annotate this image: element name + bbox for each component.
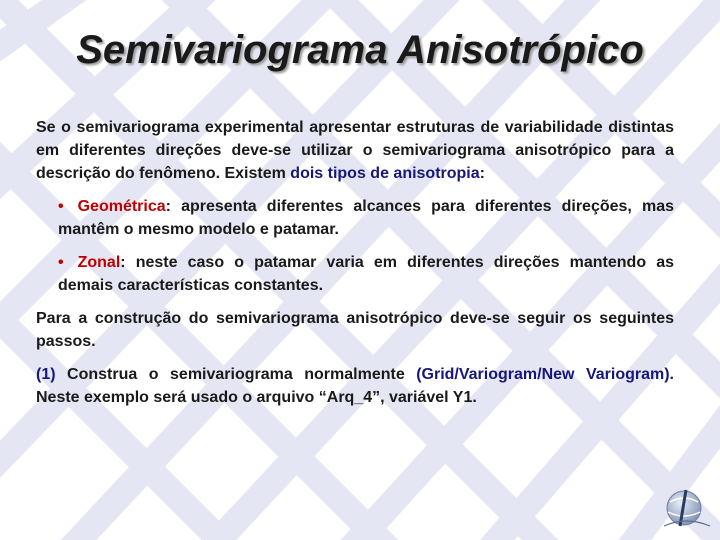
- bullet-text-zonal: : neste caso o patamar varia em diferentes direções mantendo as demais características constantes.: [58, 254, 674, 294]
- bullet-zonal: [58, 251, 674, 297]
- globe-logo-icon: [660, 486, 712, 532]
- bullet-term-geometric: Geométrica: [77, 198, 166, 215]
- bullet-term-zonal: Zonal: [77, 254, 121, 271]
- bullet-marker: •: [58, 198, 64, 215]
- step-1-text-b: Neste exemplo será usado o arquivo “Arq_4”, variável Y1.: [36, 389, 477, 406]
- intro-paragraph: [36, 116, 674, 185]
- intro-end: :: [479, 165, 485, 182]
- bullet-text-geometric: : apresenta diferentes alcances para diferentes direções, mas mantêm o mesmo modelo e patamar.: [58, 198, 674, 238]
- step-1-text-a: Construa o semivariograma normalmente: [55, 366, 417, 383]
- intro-text: Se o semivariograma experimental apresentar estruturas de variabilidade distintas em diferentes direções deve-se utilizar o semivariograma anisotrópico para a descrição do fenômeno. Existem: [36, 119, 674, 182]
- slide-title: Semivariograma Anisotrópico: [76, 28, 644, 72]
- anisotropy-types-highlight: dois tipos de anisotropia: [290, 165, 480, 182]
- bullet-marker: •: [58, 254, 64, 271]
- bullet-geometric: [58, 195, 674, 241]
- step-1-paragraph: [36, 363, 674, 409]
- step-1-menu-path: (Grid/Variogram/New Variogram).: [416, 366, 674, 383]
- step-1-number: (1): [36, 366, 56, 383]
- steps-intro-paragraph: Para a construção do semivariograma anisotrópico deve-se seguir os seguintes passos.: [36, 310, 674, 350]
- slide-body: [36, 116, 674, 409]
